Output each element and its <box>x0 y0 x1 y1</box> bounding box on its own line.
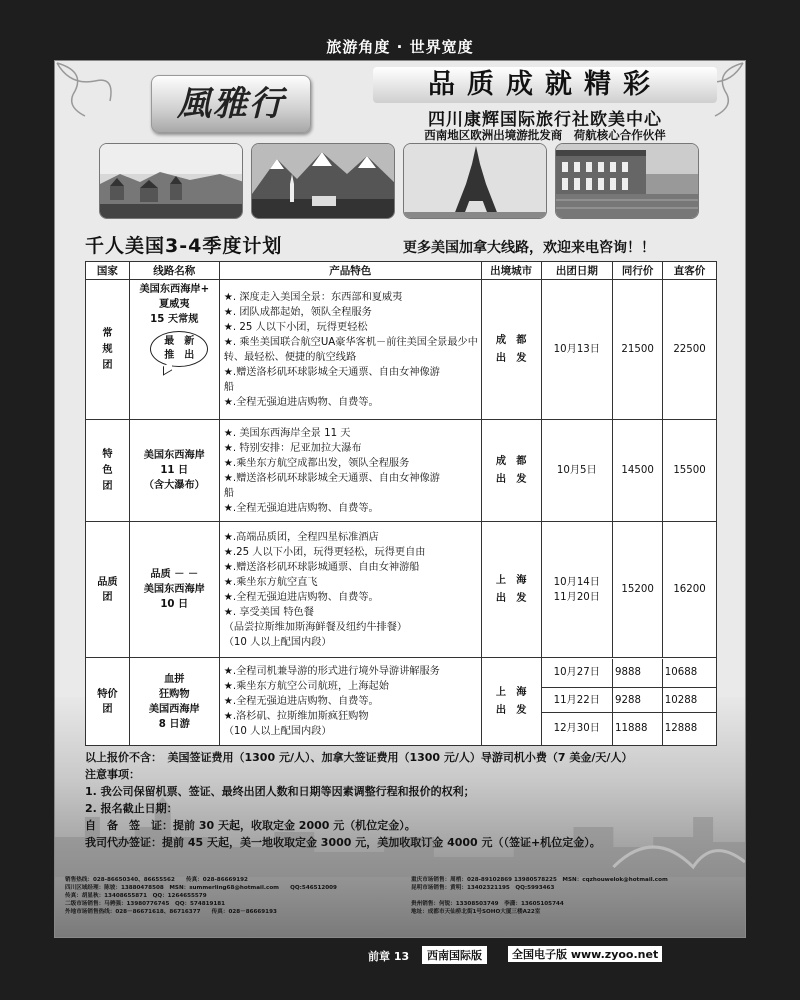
tour-table <box>85 261 717 746</box>
route-line: 夏威夷 <box>159 299 190 310</box>
peer-price-cell: 21500 <box>613 280 663 420</box>
route-line: 15 天常规 <box>150 314 199 325</box>
feature-line: ★. 团队成都起始，领队全程服务 <box>223 306 372 318</box>
country-cell: 特 色 团 <box>86 420 130 522</box>
contact-info <box>55 876 746 938</box>
headline: 千人美国3-4季度计划 <box>85 235 283 257</box>
route-cell: 血拼 狂购物 美国西海岸 8 日游 <box>129 658 219 746</box>
country-cell: 特价 团 <box>86 658 130 746</box>
header-route: 线路名称 <box>129 262 219 280</box>
new-release-badge: 最 新 推 出 <box>150 331 208 367</box>
table-row <box>86 658 717 746</box>
departure-city-cell: 上 海 出 发 <box>481 658 541 746</box>
departure-city-cell: 成 都 出 发 <box>481 280 541 420</box>
table-row: 11月22日 9288 10288 <box>542 688 717 713</box>
contact-column-right: 重庆市场销售：周梢：028-89102869 13980578225 MSN：cqzhouwelok@hotmail.com 昆明市场销售：黄明：13402321195 QQ:5993463 贵州销售：何锐：13308503749 李潇：13605105744 地址：成都市天仙桥北街1号SOHO大厦三楼A22室 <box>411 877 668 915</box>
peer-price-cell: 15200 <box>613 522 663 658</box>
feature-line: ★. 25 人以下小团，玩得更轻松 <box>223 321 368 333</box>
footer-bar <box>0 940 800 1000</box>
departure-date-cell: 10月5日 <box>541 420 613 522</box>
agency-subtitle: 西南地区欧洲出境游批发商 荷航核心合作伙伴 <box>424 128 666 142</box>
table-row: 10月27日 9888 10688 <box>542 659 717 688</box>
departure-city-cell: 上 海 出 发 <box>481 522 541 658</box>
note-line: 1. 我公司保留机票、签证、最终出团人数和日期等因素调整行程和报价的权利； <box>85 785 475 798</box>
header-features: 产品特色 <box>219 262 481 280</box>
slogan-text: 品质成就精彩 <box>428 69 662 100</box>
advertisement-page <box>54 60 746 938</box>
note-line: 以上报价不含： 美国签证费用（1300 元/人）、加拿大签证费用（1300 元/人）导游司机小费（7 美金/天/人） <box>85 751 633 764</box>
features-cell: ★. 美国东西海岸全景 11 天 ★. 特别安排：尼亚加拉大瀑布 ★.乘坐东方航空成都出发，领队全程服务 ★.赠送洛杉矶环球影城全天通票、自由女神像游 船 ★.全程无强迫进店购物、自费等。 <box>219 420 481 522</box>
table-row <box>86 420 717 522</box>
feature-line: ★.赠送洛杉矶环球影城全天通票、自由女神像游 <box>223 366 440 378</box>
features-cell <box>219 280 481 420</box>
country-char: 团 <box>102 359 113 371</box>
corner-ornament-left <box>55 61 145 121</box>
photo-eiffel-tower <box>403 143 547 219</box>
route-cell: 品质 － － 美国东西海岸 10 日 <box>129 522 219 658</box>
country-char: 规 <box>102 343 113 355</box>
note-line: 我司代办签证：提前 45 天起，美一地收取定金 3000 元，美加收取订金 4000 元（（签证+机位定金）。 <box>85 836 601 849</box>
route-line: 美国东西海岸+ <box>139 284 210 295</box>
retail-price-cell: 16200 <box>663 522 717 658</box>
logo-text: 風雅行 <box>177 84 285 124</box>
date-price-subtable <box>542 659 717 745</box>
features-cell: ★.全程司机兼导游的形式进行境外导游讲解服务 ★.乘坐东方航空公司航班，上海起始 ★.全程无强迫进店购物、自费等。 ★.洛杉矶、拉斯维加斯疯狂购物 （10 人以上配国内段） <box>219 658 481 746</box>
feature-line: 船 <box>223 381 234 393</box>
headline-cta: 更多美国加拿大线路，欢迎来电咨询！！ <box>403 240 655 256</box>
header-peer-price: 同行价 <box>613 262 663 280</box>
banner-text: 旅游角度 · 世界宽度 <box>326 38 474 56</box>
features-cell: ★.高端品质团，全程四星标准酒店 ★.25 人以下小团，玩得更轻松，玩得更自由 ★.赠送洛杉矶环球影城通票、自由女神游船 ★.乘坐东方航空直飞 ★.全程无强迫进店购物、自费等。 ★. 享受美国 特色餐 （品尝拉斯维加斯海鲜餐及纽约牛排餐） （10 人以上配国内段） <box>219 522 481 658</box>
feature-line: ★.全程无强迫进店购物、自费等。 <box>223 396 379 408</box>
header-retail-price: 直客价 <box>663 262 717 280</box>
photo-mountains <box>251 143 395 219</box>
date-price-subtable-cell <box>541 658 717 746</box>
feature-line: ★. 深度走入美国全景：东西部和夏威夷 <box>223 291 403 303</box>
retail-price-cell: 15500 <box>663 420 717 522</box>
country-char: 常 <box>102 327 113 339</box>
departure-city-cell: 成 都 出 发 <box>481 420 541 522</box>
note-line: 注意事项： <box>85 768 140 781</box>
table-header-row <box>86 262 717 280</box>
peer-price-cell: 14500 <box>613 420 663 522</box>
edition-badge: 西南国际版 <box>422 946 487 964</box>
agency-name: 四川康辉国际旅行社欧美中心 <box>428 110 662 130</box>
page-number: 前章 13 <box>368 950 410 963</box>
route-cell: 美国东西海岸 11 日 （含大瀑布） <box>129 420 219 522</box>
table-row <box>86 522 717 658</box>
header-country: 国家 <box>86 262 130 280</box>
feature-line: 转、最轻松、便捷的航空线路 <box>223 351 357 363</box>
table-row <box>86 280 717 420</box>
brand-logo <box>151 75 311 133</box>
country-cell: 品质 团 <box>86 522 130 658</box>
country-cell <box>86 280 130 420</box>
note-line: 2. 报名截止日期： <box>85 802 178 815</box>
header-departure-city: 出境城市 <box>481 262 541 280</box>
retail-price-cell: 22500 <box>663 280 717 420</box>
photo-village <box>99 143 243 219</box>
departure-date-cell: 10月14日 11月20日 <box>541 522 613 658</box>
photo-venice <box>555 143 699 219</box>
table-row: 12月30日 11888 12888 <box>542 713 717 745</box>
departure-date-cell: 10月13日 <box>541 280 613 420</box>
route-cell <box>129 280 219 420</box>
website-link[interactable]: 全国电子版 www.zyoo.net <box>508 946 662 962</box>
note-line: 自 备 签 证：提前 30 天起，收取定金 2000 元（机位定金）。 <box>85 819 416 832</box>
header-departure-date: 出团日期 <box>541 262 613 280</box>
feature-line: ★. 乘坐美国联合航空UA豪华客机－前往美国全景最少中 <box>223 336 478 348</box>
contact-column-left: 销售热线：028-86650340、86655562 传真：028-86669192 四川区域经理：陈坡：13880478508 MSN：summerling68@hotmail.com QQ:546512009 传真：胡显秋：13408655871 QQ：1264655579 二级市场销售：马骋强：13980776745 QQ：574819181 外地市场销售热线：028－86671618、86716377 传真：028－86669193 <box>65 877 337 915</box>
top-banner <box>0 0 800 56</box>
slogan-box <box>373 67 717 103</box>
notes-section <box>85 749 717 851</box>
